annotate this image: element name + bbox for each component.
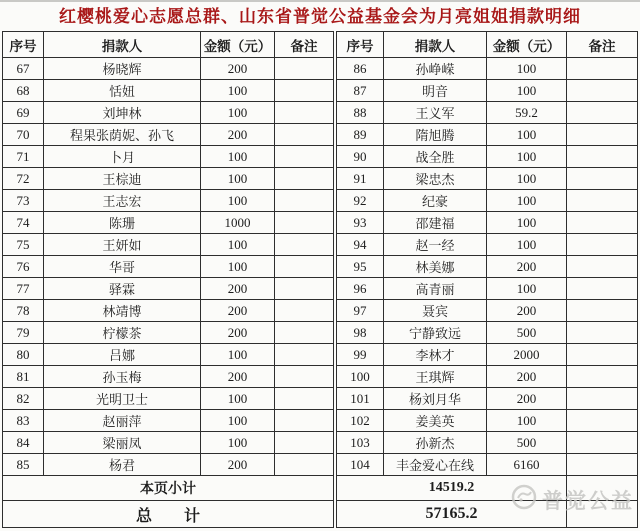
- amount-cell: 100: [487, 80, 567, 102]
- donation-table-right: [336, 31, 638, 528]
- total-row-left: [3, 501, 334, 528]
- table-row: [3, 190, 334, 212]
- note-cell: [567, 124, 638, 146]
- donor-cell: 孙玉梅: [44, 366, 201, 388]
- amount-cell: 100: [487, 190, 567, 212]
- seq-cell: 86: [337, 58, 384, 80]
- seq-cell: 68: [3, 80, 44, 102]
- donor-cell: 聂宾: [384, 300, 487, 322]
- amount-cell: 200: [201, 58, 275, 80]
- seq-cell: 76: [3, 256, 44, 278]
- amount-cell: 100: [201, 168, 275, 190]
- col-header-note: 备注: [275, 32, 334, 58]
- note-cell: [275, 168, 334, 190]
- donor-cell: 姜美英: [384, 410, 487, 432]
- donor-cell: 邵建福: [384, 212, 487, 234]
- col-header-donor: 捐款人: [44, 32, 201, 58]
- note-cell: [567, 366, 638, 388]
- donor-cell: 刘坤林: [44, 102, 201, 124]
- note-cell: [275, 410, 334, 432]
- table-row: [337, 300, 638, 322]
- table-row: [337, 212, 638, 234]
- subtotal-label: 本页小计: [3, 476, 334, 501]
- donor-cell: 李林才: [384, 344, 487, 366]
- donor-cell: 林靖博: [44, 300, 201, 322]
- seq-cell: 83: [3, 410, 44, 432]
- tables-container: [0, 31, 640, 528]
- note-cell: [275, 190, 334, 212]
- subtotal-row-right: [337, 476, 638, 501]
- donor-cell: 王义军: [384, 102, 487, 124]
- table-row: [3, 278, 334, 300]
- amount-cell: 200: [201, 124, 275, 146]
- donor-cell: 驿霖: [44, 278, 201, 300]
- amount-cell: 100: [487, 168, 567, 190]
- note-cell: [275, 80, 334, 102]
- note-cell: [275, 234, 334, 256]
- donor-cell: 战全胜: [384, 146, 487, 168]
- seq-cell: 89: [337, 124, 384, 146]
- table-row: [3, 432, 334, 454]
- seq-cell: 77: [3, 278, 44, 300]
- table-row: [337, 256, 638, 278]
- amount-cell: 200: [201, 278, 275, 300]
- donor-cell: 林美娜: [384, 256, 487, 278]
- table-row: [337, 124, 638, 146]
- note-cell: [275, 102, 334, 124]
- amount-cell: 200: [487, 300, 567, 322]
- note-cell: [275, 300, 334, 322]
- note-cell: [275, 58, 334, 80]
- note-cell: [567, 432, 638, 454]
- table-row: [3, 58, 334, 80]
- note-cell: [567, 300, 638, 322]
- amount-cell: 100: [487, 212, 567, 234]
- seq-cell: 74: [3, 212, 44, 234]
- note-cell: [567, 168, 638, 190]
- amount-cell: 100: [201, 234, 275, 256]
- amount-cell: 200: [487, 366, 567, 388]
- note-cell: [275, 454, 334, 476]
- amount-cell: 200: [487, 256, 567, 278]
- amount-cell: 100: [487, 124, 567, 146]
- note-cell: [567, 146, 638, 168]
- note-cell: [275, 432, 334, 454]
- donor-cell: 高青丽: [384, 278, 487, 300]
- col-header-amount: 金额（元）: [201, 32, 275, 58]
- table-row: [3, 124, 334, 146]
- seq-cell: 81: [3, 366, 44, 388]
- donor-cell: 孙峥嵘: [384, 58, 487, 80]
- donor-cell: 纪豪: [384, 190, 487, 212]
- amount-cell: 100: [487, 234, 567, 256]
- donor-cell: 赵一经: [384, 234, 487, 256]
- seq-cell: 75: [3, 234, 44, 256]
- donor-cell: 恬妞: [44, 80, 201, 102]
- table-row: [337, 410, 638, 432]
- donor-cell: 梁丽凤: [44, 432, 201, 454]
- amount-cell: 100: [201, 432, 275, 454]
- table-row: [337, 102, 638, 124]
- donor-cell: 丰金爱心在线: [384, 454, 487, 476]
- seq-cell: 100: [337, 366, 384, 388]
- amount-cell: 100: [201, 410, 275, 432]
- seq-cell: 67: [3, 58, 44, 80]
- amount-cell: 100: [201, 80, 275, 102]
- table-row: [3, 102, 334, 124]
- amount-cell: 59.2: [487, 102, 567, 124]
- seq-cell: 71: [3, 146, 44, 168]
- donor-cell: 吕娜: [44, 344, 201, 366]
- col-header-amount: 金额（元）: [487, 32, 567, 58]
- seq-cell: 80: [3, 344, 44, 366]
- seq-cell: 82: [3, 388, 44, 410]
- note-cell: [275, 212, 334, 234]
- note-cell: [567, 58, 638, 80]
- total-note-cell: [567, 501, 638, 528]
- donor-cell: 王妍如: [44, 234, 201, 256]
- header-row-right: [337, 32, 638, 58]
- amount-cell: 500: [487, 322, 567, 344]
- amount-cell: 100: [201, 102, 275, 124]
- col-header-donor: 捐款人: [384, 32, 487, 58]
- table-row: [337, 234, 638, 256]
- donor-cell: 王琪辉: [384, 366, 487, 388]
- table-row: [337, 432, 638, 454]
- donor-cell: 陈珊: [44, 212, 201, 234]
- donor-cell: 杨君: [44, 454, 201, 476]
- table-row: [337, 388, 638, 410]
- amount-cell: 1000: [201, 212, 275, 234]
- note-cell: [567, 234, 638, 256]
- amount-cell: 200: [201, 300, 275, 322]
- table-row: [3, 146, 334, 168]
- note-cell: [567, 256, 638, 278]
- donor-cell: 王志宏: [44, 190, 201, 212]
- amount-cell: 2000: [487, 344, 567, 366]
- seq-cell: 101: [337, 388, 384, 410]
- seq-cell: 79: [3, 322, 44, 344]
- donor-cell: 卜月: [44, 146, 201, 168]
- note-cell: [275, 256, 334, 278]
- table-row: [3, 168, 334, 190]
- seq-cell: 94: [337, 234, 384, 256]
- amount-cell: 100: [201, 146, 275, 168]
- amount-cell: 100: [201, 344, 275, 366]
- donor-cell: 杨晓辉: [44, 58, 201, 80]
- donor-cell: 程果张荫妮、孙飞: [44, 124, 201, 146]
- table-row: [337, 190, 638, 212]
- note-cell: [275, 146, 334, 168]
- amount-cell: 200: [201, 322, 275, 344]
- note-cell: [567, 102, 638, 124]
- seq-cell: 91: [337, 168, 384, 190]
- amount-cell: 100: [487, 278, 567, 300]
- seq-cell: 103: [337, 432, 384, 454]
- amount-cell: 6160: [487, 454, 567, 476]
- note-cell: [275, 388, 334, 410]
- amount-cell: 200: [201, 366, 275, 388]
- seq-cell: 78: [3, 300, 44, 322]
- amount-cell: 200: [487, 388, 567, 410]
- donor-cell: 明音: [384, 80, 487, 102]
- table-row: [3, 366, 334, 388]
- seq-cell: 99: [337, 344, 384, 366]
- note-cell: [567, 454, 638, 476]
- table-row: [3, 80, 334, 102]
- donor-cell: 梁忠杰: [384, 168, 487, 190]
- table-row: [3, 300, 334, 322]
- table-row: [3, 212, 334, 234]
- table-row: [337, 168, 638, 190]
- table-row: [337, 322, 638, 344]
- col-header-note: 备注: [567, 32, 638, 58]
- note-cell: [275, 322, 334, 344]
- seq-cell: 98: [337, 322, 384, 344]
- amount-cell: 100: [487, 410, 567, 432]
- table-row: [3, 344, 334, 366]
- donor-cell: 隋旭腾: [384, 124, 487, 146]
- note-cell: [567, 388, 638, 410]
- note-cell: [567, 322, 638, 344]
- table-row: [3, 454, 334, 476]
- total-value: 57165.2: [337, 501, 567, 528]
- donor-cell: 赵丽萍: [44, 410, 201, 432]
- seq-cell: 104: [337, 454, 384, 476]
- table-row: [337, 80, 638, 102]
- amount-cell: 100: [487, 58, 567, 80]
- table-row: [337, 366, 638, 388]
- donor-cell: 光明卫士: [44, 388, 201, 410]
- note-cell: [275, 344, 334, 366]
- seq-cell: 73: [3, 190, 44, 212]
- seq-cell: 69: [3, 102, 44, 124]
- seq-cell: 72: [3, 168, 44, 190]
- seq-cell: 88: [337, 102, 384, 124]
- donation-table-left: [2, 31, 334, 528]
- col-header-seq: 序号: [337, 32, 384, 58]
- seq-cell: 96: [337, 278, 384, 300]
- table-row: [3, 256, 334, 278]
- col-header-seq: 序号: [3, 32, 44, 58]
- table-row: [3, 322, 334, 344]
- table-row: [3, 388, 334, 410]
- donor-cell: 宁静致远: [384, 322, 487, 344]
- subtotal-value: 14519.2: [337, 476, 567, 501]
- seq-cell: 84: [3, 432, 44, 454]
- seq-cell: 97: [337, 300, 384, 322]
- seq-cell: 93: [337, 212, 384, 234]
- donor-cell: 柠檬茶: [44, 322, 201, 344]
- table-row: [337, 146, 638, 168]
- note-cell: [567, 80, 638, 102]
- table-row: [337, 278, 638, 300]
- note-cell: [275, 278, 334, 300]
- note-cell: [275, 366, 334, 388]
- table-row: [337, 344, 638, 366]
- donor-cell: 孙新杰: [384, 432, 487, 454]
- total-label: 总 计: [3, 501, 334, 528]
- watermark-label: 普觉公益: [542, 489, 634, 513]
- page-title: 红樱桃爱心志愿总群、山东省普觉公益基金会为月亮姐姐捐款明细: [59, 7, 581, 26]
- table-row: [3, 410, 334, 432]
- note-cell: [567, 344, 638, 366]
- donor-cell: 杨刘月华: [384, 388, 487, 410]
- seq-cell: 70: [3, 124, 44, 146]
- amount-cell: 100: [201, 388, 275, 410]
- seq-cell: 87: [337, 80, 384, 102]
- amount-cell: 200: [201, 454, 275, 476]
- donor-cell: 华哥: [44, 256, 201, 278]
- subtotal-note-cell: [567, 476, 638, 501]
- amount-cell: 100: [201, 256, 275, 278]
- table-row: [337, 58, 638, 80]
- amount-cell: 500: [487, 432, 567, 454]
- seq-cell: 90: [337, 146, 384, 168]
- seq-cell: 102: [337, 410, 384, 432]
- amount-cell: 100: [201, 190, 275, 212]
- seq-cell: 85: [3, 454, 44, 476]
- donor-cell: 王棕迪: [44, 168, 201, 190]
- note-cell: [275, 124, 334, 146]
- subtotal-row-left: [3, 476, 334, 501]
- table-row: [3, 234, 334, 256]
- table-row: [337, 454, 638, 476]
- seq-cell: 95: [337, 256, 384, 278]
- amount-cell: 100: [487, 146, 567, 168]
- note-cell: [567, 278, 638, 300]
- note-cell: [567, 190, 638, 212]
- note-cell: [567, 410, 638, 432]
- seq-cell: 92: [337, 190, 384, 212]
- total-row-right: [337, 501, 638, 528]
- header-row-left: [3, 32, 334, 58]
- note-cell: [567, 212, 638, 234]
